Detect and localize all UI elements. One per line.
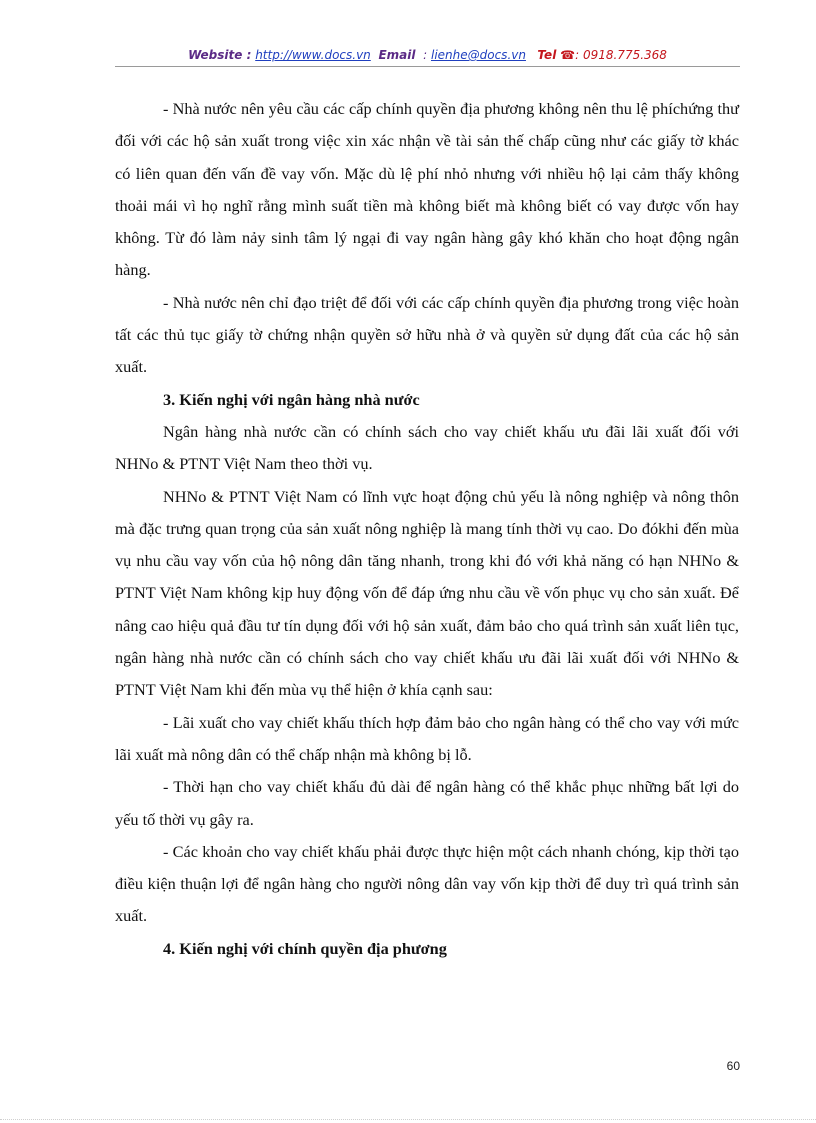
page-bottom-edge [0,1119,816,1120]
website-link[interactable]: http://www.docs.vn [255,48,371,62]
paragraph-loan-term: - Thời hạn cho vay chiết khấu đủ dài để ngân hàng có thể khắc phục những bất lợi do yếu tố thời vụ gây ra. [115,777,739,829]
email-separator: : [423,48,428,62]
tel-label: Tel [537,48,557,62]
tel-value: : 0918.775.368 [575,48,667,62]
paragraph-timely-disbursement: - Các khoản cho vay chiết khấu phải được thực hiện một cách nhanh chóng, kịp thời tạo điều kiện thuận lợi để ngân hàng cho người nông dân vay vốn kịp thời để duy trì quá trình sản xuất. [115,841,739,926]
phone-icon: ☎ [560,48,576,62]
website-label: Website : [188,48,252,62]
email-label: Email [378,48,416,62]
section-heading-3: 3. Kiến nghị với ngân hàng nhà nước [163,389,420,409]
paragraph-seasonal-lending: NHNo & PTNT Việt Nam có lĩnh vực hoạt động chủ yếu là nông nghiệp và nông thôn mà đặc trưng quan trọng của sản xuất nông nghiệp là mang tính thời vụ cao. Do đókhi đến mùa vụ nhu cầu vay vốn của hộ nông dân tăng nhanh, trong khi đó với khả năng có hạn NHNo & PTNT Việt Nam không kịp huy động vốn để đáp ứng nhu cầu về vốn phục vụ cho sản xuất. Để nâng cao hiệu quả đầu tư tín dụng đối với hộ sản xuất, đảm bảo cho quá trình sản xuất liên tục, ngân hàng nhà nước cần có chính sách cho vay chiết khấu ưu đãi lãi xuất đối với NHNo & PTNT Việt Nam khi đến mùa vụ thể hiện ở khía cạnh sau: [115,486,739,700]
email-link[interactable]: lienhe@docs.vn [430,48,526,62]
page-header [115,47,740,63]
section-heading-4: 4. Kiến nghị với chính quyền địa phương [163,938,447,958]
document-body [115,93,739,965]
page-number: 60 [726,1059,740,1073]
header-divider [115,66,740,67]
paragraph-discount-policy: Ngân hàng nhà nước cần có chính sách cho vay chiết khấu ưu đãi lãi xuất đối với NHNo & PTNT Việt Nam theo thời vụ. [115,421,739,474]
paragraph-interest-rate: - Lãi xuất cho vay chiết khấu thích hợp đảm bảo cho ngân hàng có thể cho vay với mức lãi xuất mà nông dân có thể chấp nhận mà không bị lỗ. [115,712,739,764]
paragraph-fee-exemption: - Nhà nước nên yêu cầu các cấp chính quyền địa phương không nên thu lệ phíchứng thư đối với các hộ sản xuất trong việc xin xác nhận về tài sản thế chấp cũng như các giấy tờ khác có liên quan đến vấn đề vay vốn. Mặc dù lệ phí nhỏ nhưng với nhiều hộ lại cảm thấy không thoải mái vì họ nghĩ rằng mình suất tiền mà không biết mà không biết có vay được vốn hay không. Từ đó làm nảy sinh tâm lý ngại đi vay ngân hàng gây khó khăn cho hoạt động ngân hàng. [115,99,739,280]
paragraph-land-certificates: - Nhà nước nên chỉ đạo triệt để đối với các cấp chính quyền địa phương trong việc hoàn tất các thủ tục giấy tờ chứng nhận quyền sở hữu nhà ở và quyền sử dụng đất của các hộ sản xuất. [115,292,739,377]
